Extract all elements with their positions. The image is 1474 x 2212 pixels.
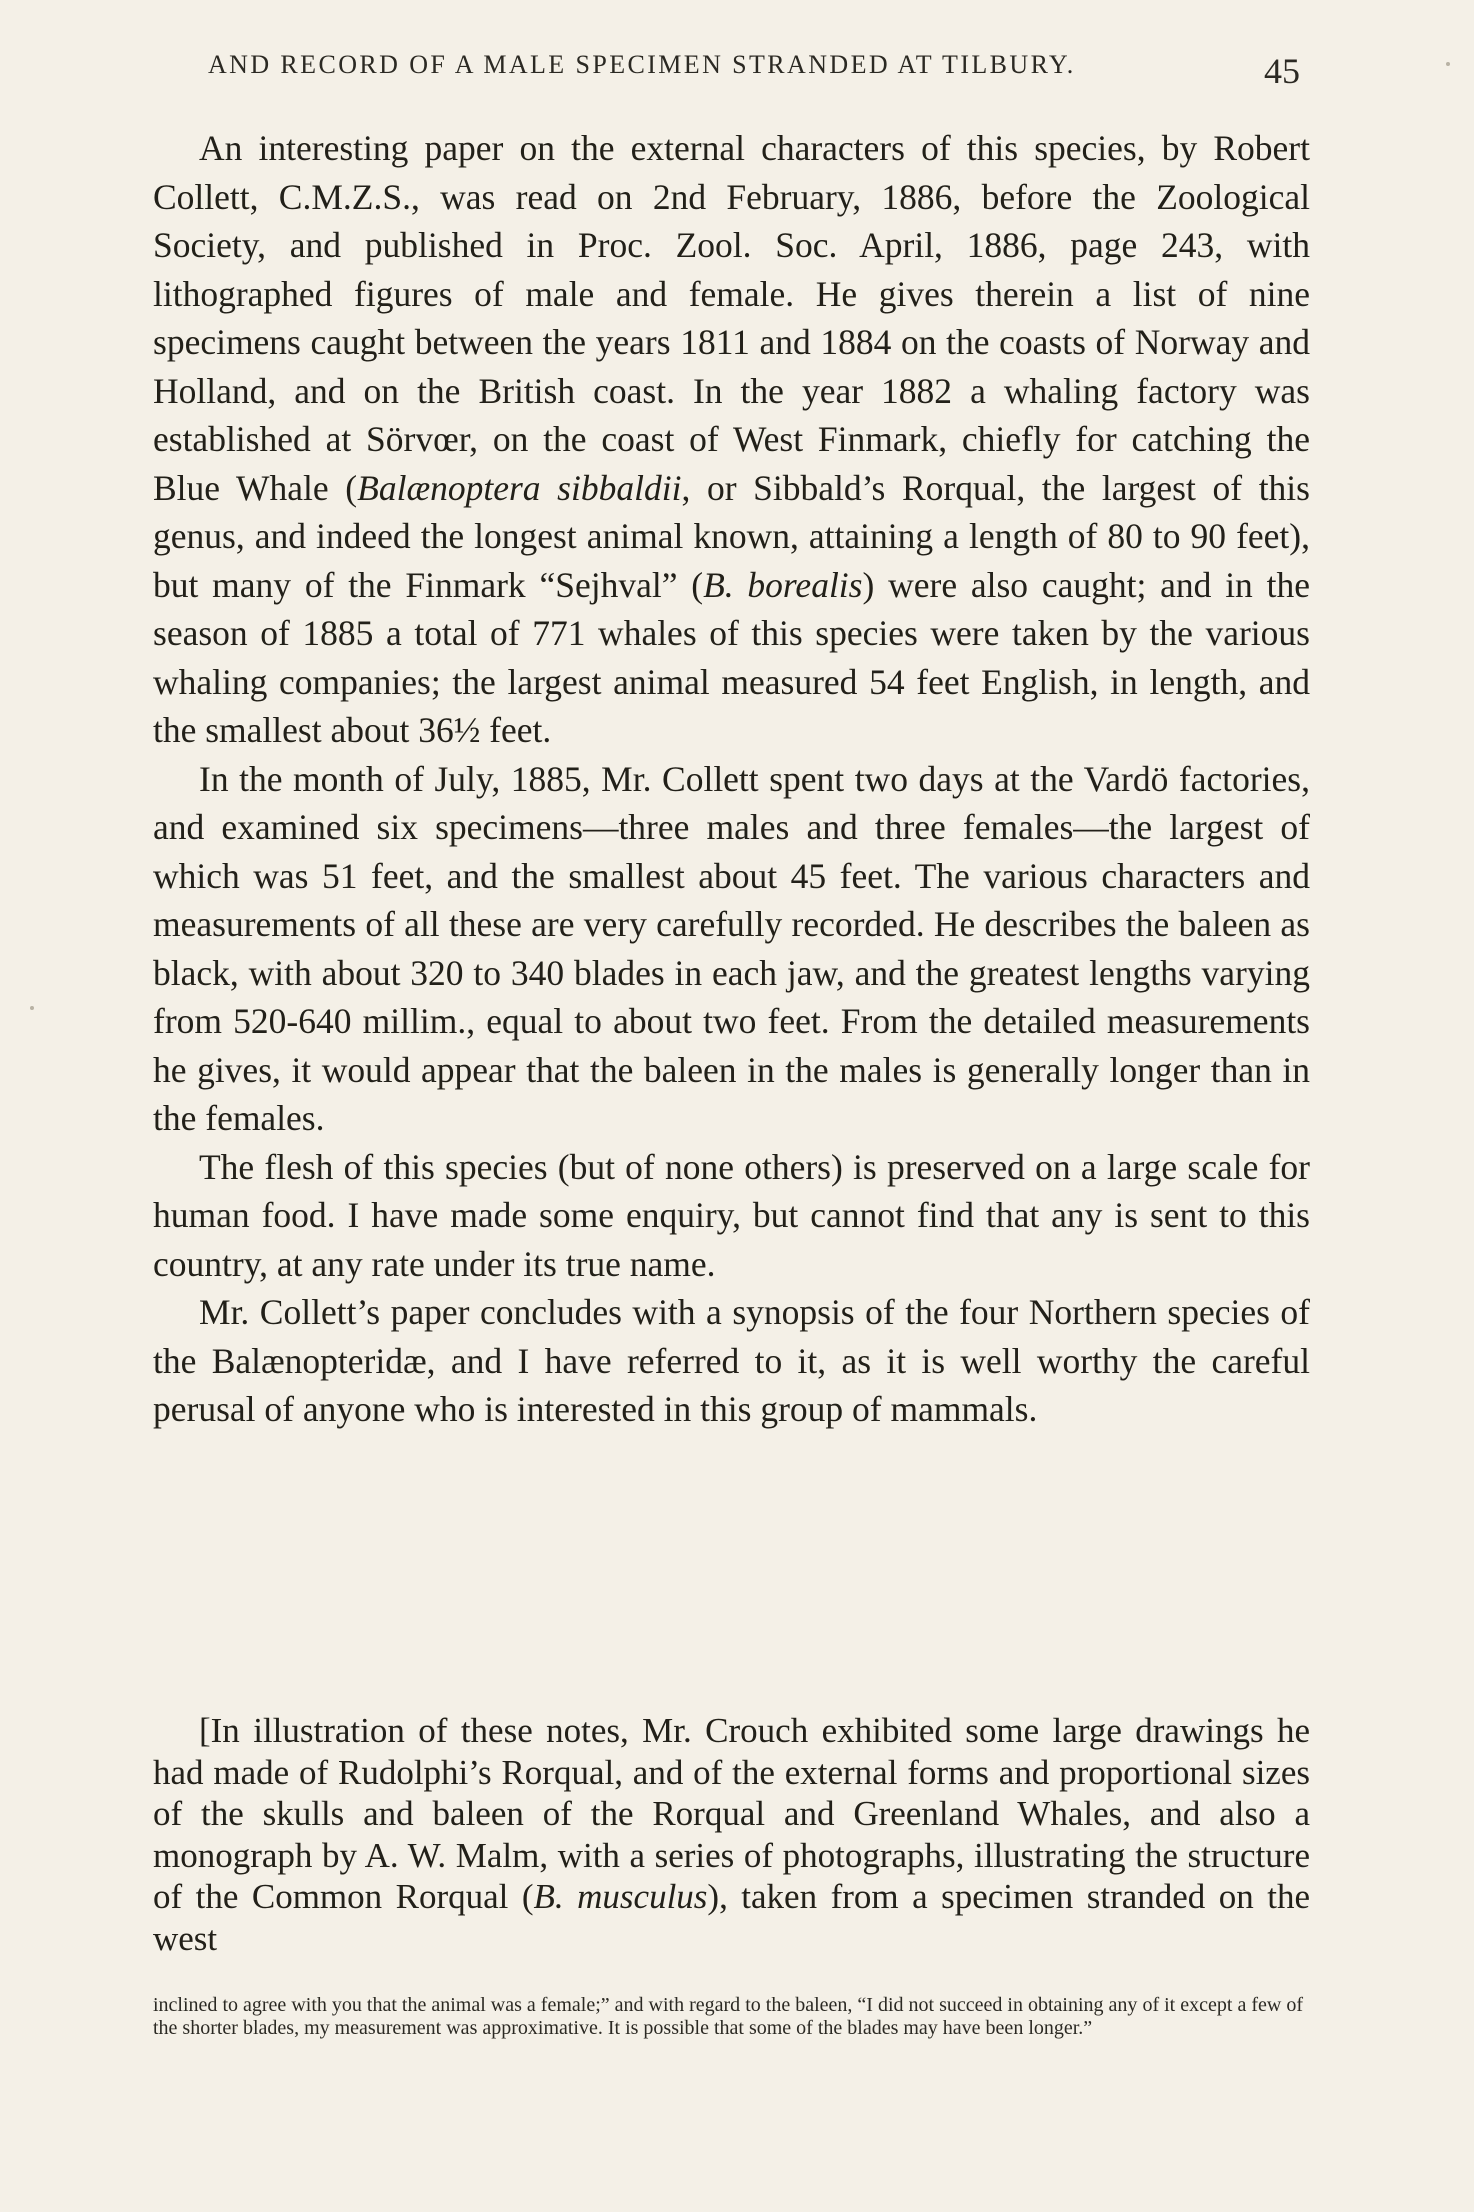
bracket-note-text: [In illustration of these notes, Mr. Crouch exhibited some large drawings he had made of Rudolphi’s Rorqual, and of the external forms and proportional sizes of the skulls and baleen of the Rorqual and Greenland Whales, and also a monograph by A. W. Malm, with a series of photographs, illustrating the structure of the Common Rorqual ( (153, 1711, 1310, 1916)
paragraph-1-text-end: ) were also caught; and in the season of 1885 a total of 771 whales of this species were taken by the various whaling companies; the largest animal measured 54 feet English, in length, and the smallest about 36½ feet. (153, 564, 1310, 750)
paragraph-flesh-food: The flesh of this species (but of none others) is preserved on a large scale for human food. I have made some enquiry, but cannot find that any is sent to this country, at any rate under its true name. (153, 1146, 1310, 1284)
paragraph-vardo-factories: In the month of July, 1885, Mr. Collett spent two days at the Vardö factories, and examined six specimens—three males and three females—the largest of which was 51 feet, and the smallest about 45 feet. The various characters and measurements of all these are very carefully recorded. He describes the baleen as black, with about 320 to 340 blades in each jaw, and the greatest lengths varying from 520-640 millim., equal to about two feet. From the detailed measurements he gives, it would appear that the baleen in the males is generally longer than in the females. (153, 758, 1310, 1138)
bracket-note-text-end: ), taken from a specimen stranded on the west (153, 1877, 1311, 1958)
main-text (153, 124, 1310, 1434)
species-name-sibbaldii: Balænoptera sibbaldii (357, 467, 682, 508)
species-name-musculus: B. musculus (533, 1877, 708, 1916)
paragraph-1-text: An interesting paper on the external characters of this species, by Robert Collett, C.M.Z.S., was read on 2nd February, 1886, before the Zoological Society, and published in Proc. Zool. Soc. April, 1886, page 243, with lithographed figures of male and female. He gives therein a list of nine specimens caught between the years 1811 and 1884 on the coasts of Norway and Holland, and on the British coast. In the year 1882 a whaling factory was established at Sörvœr, on the coast of West Finmark, chiefly for catching the Blue Whale ( (153, 128, 1310, 508)
page-number: 45 (1264, 51, 1300, 91)
paper-speck (30, 1006, 34, 1010)
paragraph-synopsis: Mr. Collett’s paper concludes with a synopsis of the four Northern species of the Balænopteridæ, and I have referred to it, as it is well worthy the careful perusal of anyone who is interested in this group of mammals. (153, 1292, 1310, 1429)
paragraph-1-text-continued: , or Sibbald’s Rorqual, the largest of this genus, and indeed the longest animal known, attaining a length of 80 to 90 feet), but many of the Finmark “Sejhval” ( (153, 467, 1310, 605)
species-name-borealis: B. borealis (703, 564, 863, 605)
paragraph-collett-paper (153, 124, 1310, 755)
footnote: inclined to agree with you that the animal was a female;” and with regard to the baleen, “I did not succeed in obtaining any of it except a few of the shorter blades, my measurement was approximative. It is possible that some of the blades may have been longer.” (153, 1994, 1303, 2039)
paper-speck (1446, 62, 1450, 66)
bracketed-illustration-note (153, 1710, 1310, 1959)
running-header: AND RECORD OF A MALE SPECIMEN STRANDED AT TILBURY. (208, 50, 1076, 79)
